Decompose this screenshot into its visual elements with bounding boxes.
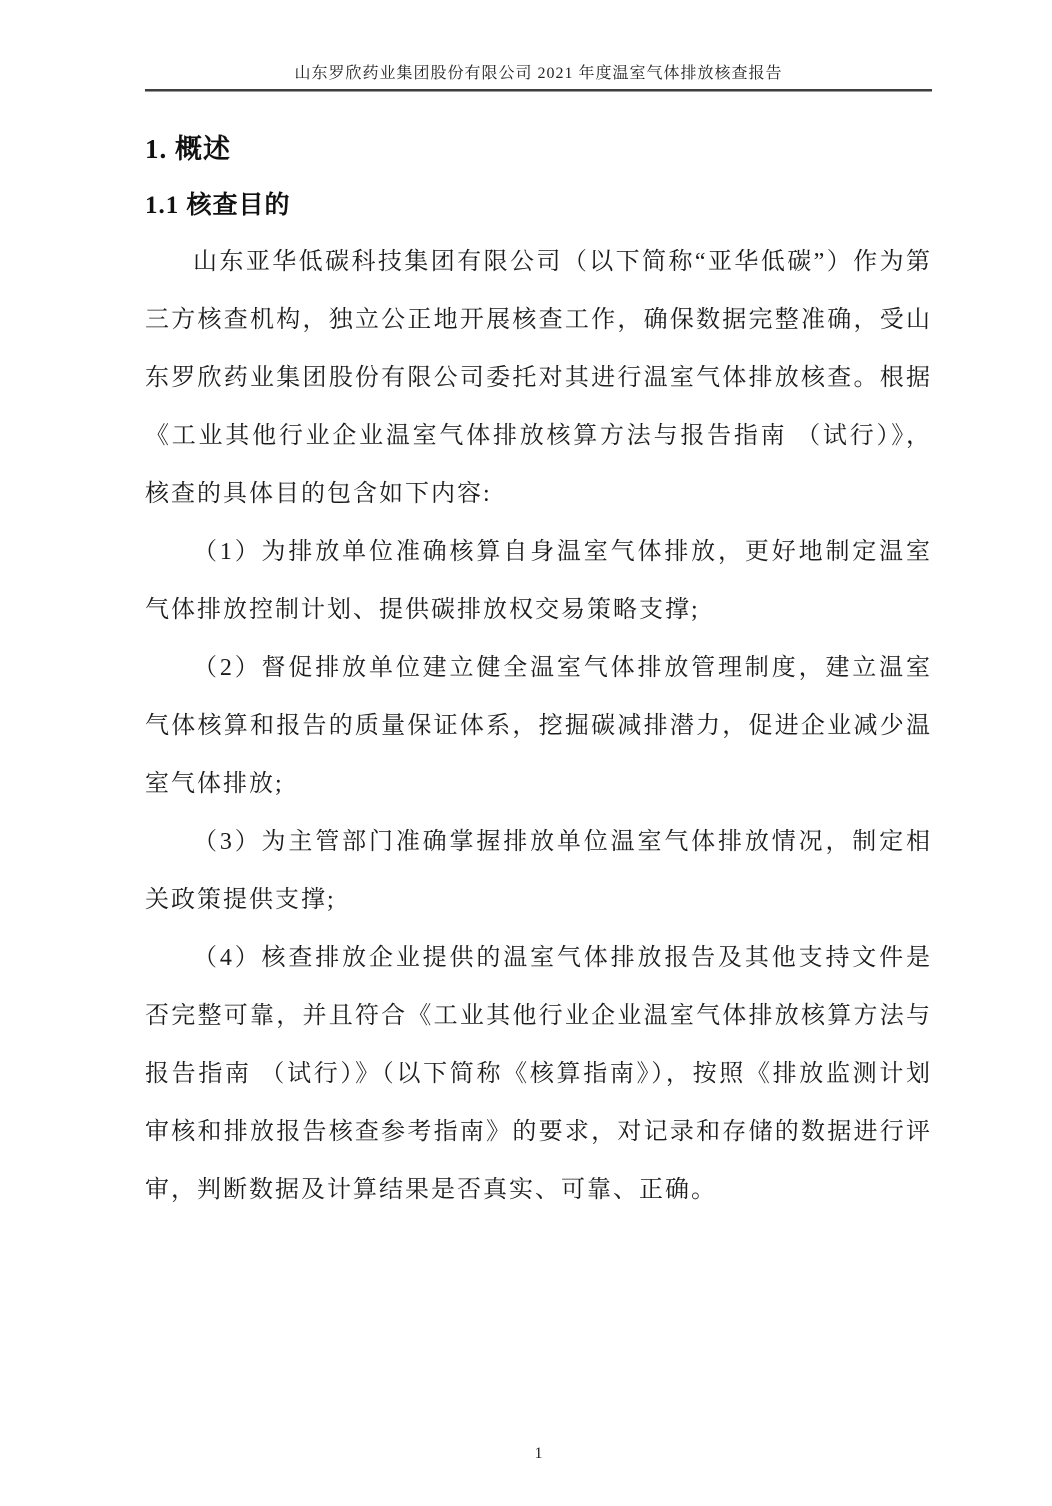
paragraph-item-2: （2）督促排放单位建立健全温室气体排放管理制度，建立温室气体核算和报告的质量保证体系，挖掘碳减排潜力，促进企业减少温室气体排放;	[145, 655, 932, 797]
section-heading: 1. 概述	[145, 134, 231, 164]
paragraph-item-4: （4）核查排放企业提供的温室气体排放报告及其他支持文件是否完整可靠，并且符合《工业其他行业企业温室气体排放核算方法与报告指南 （试行）》（以下简称《核算指南》），按照《排放监测计划审核和排放报告核查参考指南》的要求，对记录和存储的数据进行评审，判断数据及计算结果是否真实、可靠、正确。	[145, 945, 932, 1203]
paragraph-intro: 山东亚华低碳科技集团有限公司（以下简称“亚华低碳”）作为第三方核查机构，独立公正地开展核查工作，确保数据完整准确，受山东罗欣药业集团股份有限公司委托对其进行温室气体排放核查。根据《工业其他行业企业温室气体排放核算方法与报告指南 （试行）》，核查的具体目的包含如下内容:	[145, 249, 932, 507]
subsection-heading: 1.1 核查目的	[145, 192, 291, 219]
paragraph-item-1: （1）为排放单位准确核算自身温室气体排放，更好地制定温室气体排放控制计划、提供碳排放权交易策略支撑;	[145, 539, 932, 623]
running-header-title: 山东罗欣药业集团股份有限公司 2021 年度温室气体排放核查报告	[294, 65, 783, 82]
page-footer	[145, 1444, 932, 1506]
page-header	[145, 0, 932, 92]
document-body	[145, 133, 932, 1219]
header-divider-shadow	[145, 91, 932, 92]
paragraph-item-3: （3）为主管部门准确掌握排放单位温室气体排放情况，制定相关政策提供支撑;	[145, 829, 932, 913]
page-number: 1	[534, 1445, 543, 1462]
body-text	[145, 233, 932, 1219]
